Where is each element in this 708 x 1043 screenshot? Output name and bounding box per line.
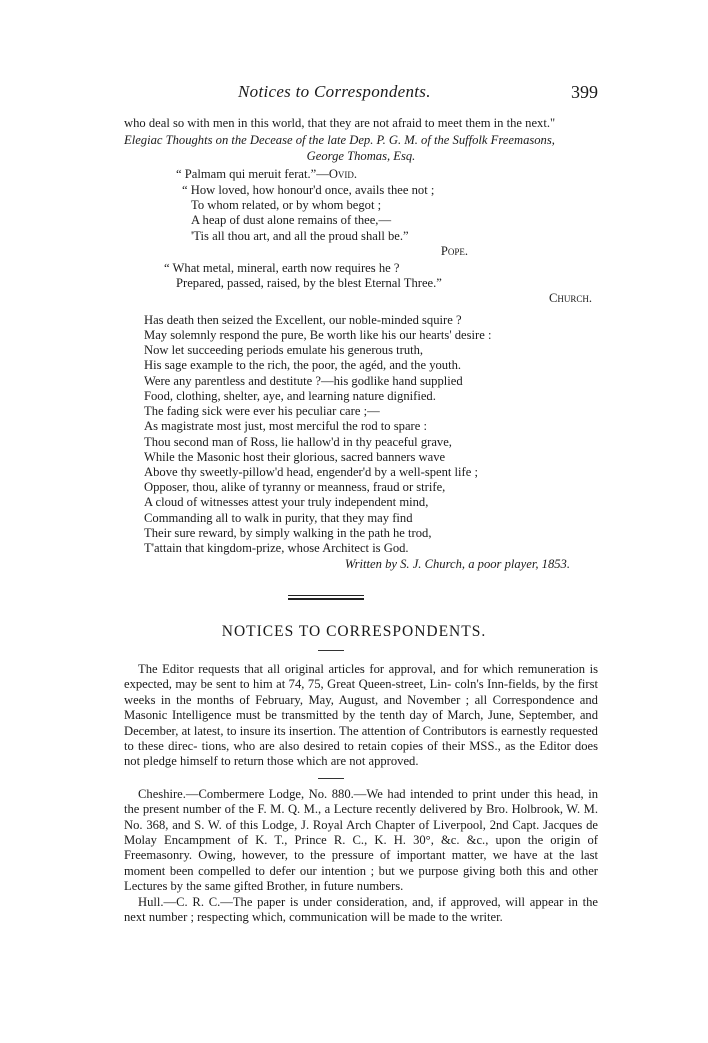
hull-notice-line: appear in the next number ; respecting which, communication will be made to the (124, 894, 599, 925)
editor-notice-line: insertion. The attention of Contributors is earnestly requested to these direc- (124, 723, 598, 754)
quote-ovid-text: “ Palmam qui meruit ferat.”— (176, 167, 329, 182)
heading-rule (318, 650, 344, 651)
poem-line: The fading sick were ever his peculiar care ;— (144, 404, 380, 419)
page-number: 399 (571, 82, 598, 102)
poem-line: Now let succeeding periods emulate his generous truth, (144, 343, 424, 358)
quote-pope-line: “ How loved, how honour'd once, avails thee not ; (182, 182, 435, 197)
hull-notice-line: Hull.—C. R. C.—The paper is under consideration, and, if approved, will (138, 894, 526, 909)
cheshire-notice-line: Chapter of Liverpool, 2nd Capt. Jacques de Molay Encampment of K. T., Prince (124, 817, 598, 848)
quote-church (124, 261, 598, 307)
intro-text: who deal so with men in this world, that they are not afraid to meet them in the next." (124, 116, 556, 130)
poem-line: Has death then seized the Excellent, our noble-minded squire ? (144, 312, 462, 327)
hull-notice (124, 895, 598, 926)
quote-pope-line: To whom related, or by whom begot ; (191, 198, 382, 213)
hull-notice-line: writer. (470, 910, 503, 925)
poem-line: Their sure reward, by simply walking in the path he trod, (144, 525, 432, 540)
elegiac-title-line-2: George Thomas, Esq. (306, 148, 416, 163)
section-heading: NOTICES TO CORRESPONDENTS. (221, 623, 487, 640)
poem-line: Thou second man of Ross, lie hallow'd in thy peaceful grave, (144, 434, 452, 449)
running-title: Notices to Correspondents. (238, 82, 431, 101)
cheshire-notice-line: Cheshire.—Combermere Lodge, No. 880.—We had intended to print under (138, 786, 530, 801)
quote-church-line: “ What metal, mineral, earth now requires he ? (164, 260, 400, 275)
poem-line: T'attain that kingdom-prize, whose Architect is God. (144, 540, 409, 555)
notices-body (124, 662, 598, 926)
poem-signature: Written by S. J. Church, a poor player, 1853. (344, 557, 570, 572)
elegiac-title (124, 133, 598, 164)
editor-notice-line: coln's Inn-fields, by the first weeks in the months of February, May, August, and (124, 677, 598, 707)
elegiac-title-line-1: Elegiac Thoughts on the Decease of the late Dep. P. G. M. of the Suffolk Freemasons, (124, 133, 555, 148)
editor-notice-line: The Editor requests that all original articles for approval, and for which (138, 662, 514, 676)
quote-ovid (124, 167, 598, 182)
quote-pope-line: A heap of dust alone remains of thee,— (191, 213, 392, 228)
quote-church-line: Prepared, passed, raised, by the blest Eternal Three.” (176, 276, 442, 291)
quote-ovid-author: Ovid. (328, 167, 358, 182)
cheshire-notice-line: by Bro. Holbrook, W. M. No. 368, and S. W. of this Lodge, J. Royal Arch (124, 802, 598, 832)
editor-notice (124, 662, 598, 770)
cheshire-notice-line: same gifted Brother, in future numbers. (204, 879, 404, 894)
poem-line: Opposer, thou, alike of tyranny or meanness, fraud or strife, (144, 480, 446, 495)
elegy-poem (124, 313, 598, 573)
quote-pope-author: Pope. (440, 244, 468, 259)
cheshire-notice (124, 787, 598, 895)
editor-notice-line: the tenth day of March, June, September, and December, at latest, to insure its (124, 708, 598, 738)
poem-line: Commanding all to walk in purity, that they may find (144, 510, 413, 525)
cheshire-notice-line: R. C., K. H. 30°, &c. &c., upon the origin of Freemasonry. Owing, however, to (124, 833, 598, 863)
poem-line: Were any parentless and destitute ?—his godlike hand supplied (144, 373, 463, 388)
poem-line: His sage example to the rich, the poor, the agéd, and the youth. (144, 358, 462, 373)
quote-pope-line: 'Tis all thou art, and all the proud shall be.” (191, 228, 409, 243)
editor-notice-line: remuneration is expected, may be sent to him at 74, 75, Great Queen-street, Lin- (124, 662, 599, 692)
editor-notice-line: November ; all Correspondence and Masonic Intelligence must be transmitted by (124, 692, 598, 723)
poem-line: May solemnly respond the pure, Be worth like his our hearts' desire : (144, 328, 492, 343)
notice-separator (318, 778, 344, 779)
cheshire-notice-line: the pressure of important matter, we have at the last moment been compelled to (124, 848, 598, 878)
editor-notice-line: tions, who are also desired to retain copies of their MSS., as the Editor does not (124, 739, 598, 769)
divider-rule-top (288, 595, 364, 596)
poem-line: As magistrate most just, most merciful the rod to spare : (144, 419, 427, 434)
divider-rule-bottom (288, 598, 364, 600)
quote-pope (124, 183, 598, 260)
page-header (0, 82, 708, 104)
cheshire-notice-line: this head, in the present number of the F. M. Q. M., a Lecture recently delivered (124, 786, 598, 817)
poem-line: A cloud of witnesses attest your truly independent mind, (144, 495, 429, 510)
cheshire-notice-line: defer our intention ; but we purpose giving both this and other Lectures by the (124, 863, 598, 894)
editor-notice-line: pledge himself to return those which are not approved. (143, 754, 419, 769)
poem-line: Above thy sweetly-pillow'd head, engender'd by a well-spent life ; (144, 464, 478, 479)
quote-church-author: Church. (548, 291, 592, 306)
poem-line: Food, clothing, shelter, aye, and learning nature dignified. (144, 388, 436, 403)
poem-section (124, 116, 598, 573)
poem-line: While the Masonic host their glorious, sacred banners wave (144, 449, 446, 464)
